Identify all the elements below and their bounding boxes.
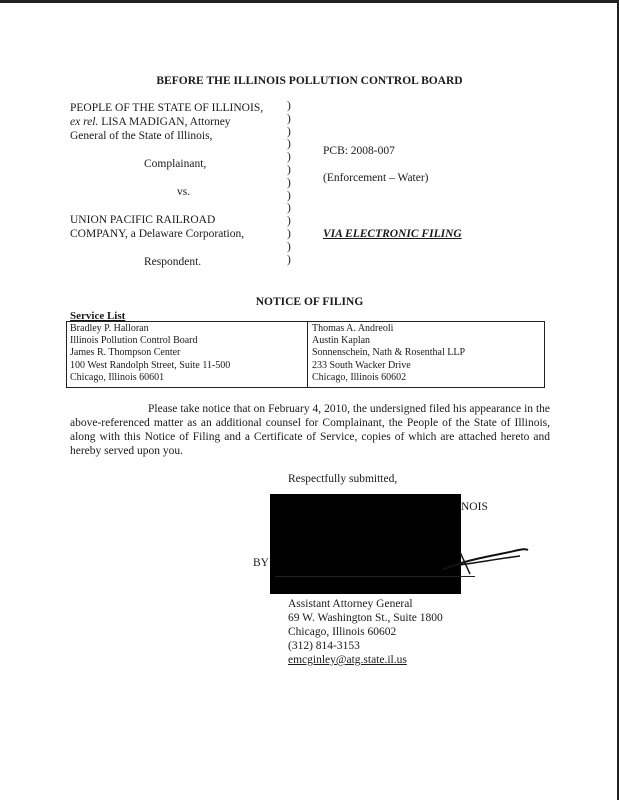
service-list-right-column xyxy=(312,323,465,384)
complainant-label: Complainant, xyxy=(144,158,207,170)
case-type: (Enforcement – Water) xyxy=(323,172,429,184)
board-heading: BEFORE THE ILLINOIS POLLUTION CONTROL BOARD xyxy=(156,75,463,87)
service-left-line: 100 West Randolph Street, Suite 11-500 xyxy=(70,359,231,371)
service-right-line: Thomas A. Andreoli xyxy=(312,323,394,334)
defendant-line-2: COMPANY, a Delaware Corporation, xyxy=(70,228,245,240)
plaintiff-line-1: PEOPLE OF THE STATE OF ILLINOIS, xyxy=(70,102,264,114)
signer-phone: (312) 814-3153 xyxy=(288,640,360,652)
signer-email[interactable]: emcginley@atg.state.il.us xyxy=(288,654,407,666)
service-right-line: Austin Kaplan xyxy=(312,335,371,347)
notice-title: NOTICE OF FILING xyxy=(255,296,364,308)
signer-address-1: 69 W. Washington St., Suite 1800 xyxy=(288,612,443,624)
signature-line xyxy=(275,576,475,577)
scan-edge-top xyxy=(0,0,619,3)
versus-label: vs. xyxy=(177,186,191,198)
by-label: BY xyxy=(253,557,269,569)
service-left-line: James R. Thompson Center xyxy=(70,347,181,359)
plaintiff-line-3: General of the State of Illinois, xyxy=(70,130,213,142)
service-left-line: Chicago, Illinois 60601 xyxy=(70,371,165,383)
case-number: PCB: 2008-007 xyxy=(323,145,395,157)
signer-title: Assistant Attorney General xyxy=(288,598,413,610)
signature-scribble xyxy=(440,540,530,580)
service-list-divider xyxy=(307,321,308,388)
respondent-label: Respondent. xyxy=(144,256,202,268)
notice-body-paragraph: Please take notice that on February 4, 2010, the undersigned filed his appearance in the above-referenced matter as an additional counsel for Complainant, the People of the State of Illinois, along with this Notice of Filing and a Certificate of Service, copies of which are attached hereto and hereby served upon you. xyxy=(70,403,550,457)
service-left-line: Bradley P. Halloran xyxy=(70,323,149,334)
filing-method: VIA ELECTRONIC FILING xyxy=(323,228,462,240)
plaintiff-line-2-rest: LISA MADIGAN, Attorney xyxy=(98,116,231,128)
defendant-line-1: UNION PACIFIC RAILROAD xyxy=(70,214,216,226)
service-list-left-column xyxy=(70,323,230,384)
plaintiff-line-2 xyxy=(70,115,231,129)
caption-parentheses: ) ) ) ) ) ) ) ) ) ) ) ) ) xyxy=(287,100,291,266)
service-left-line: Illinois Pollution Control Board xyxy=(70,335,198,347)
service-list-title: Service List xyxy=(70,310,126,322)
closing-text: Respectfully submitted, xyxy=(288,473,398,485)
service-right-line: Chicago, Illinois 60602 xyxy=(312,371,407,383)
signer-address-2: Chicago, Illinois 60602 xyxy=(288,626,397,638)
ex-rel-text: ex rel. xyxy=(70,116,99,128)
service-right-line: Sonnenschein, Nath & Rosenthal LLP xyxy=(312,347,466,359)
redaction-box xyxy=(270,494,461,594)
partial-office-name: NOIS xyxy=(461,501,488,513)
service-right-line: 233 South Wacker Drive xyxy=(312,359,411,371)
